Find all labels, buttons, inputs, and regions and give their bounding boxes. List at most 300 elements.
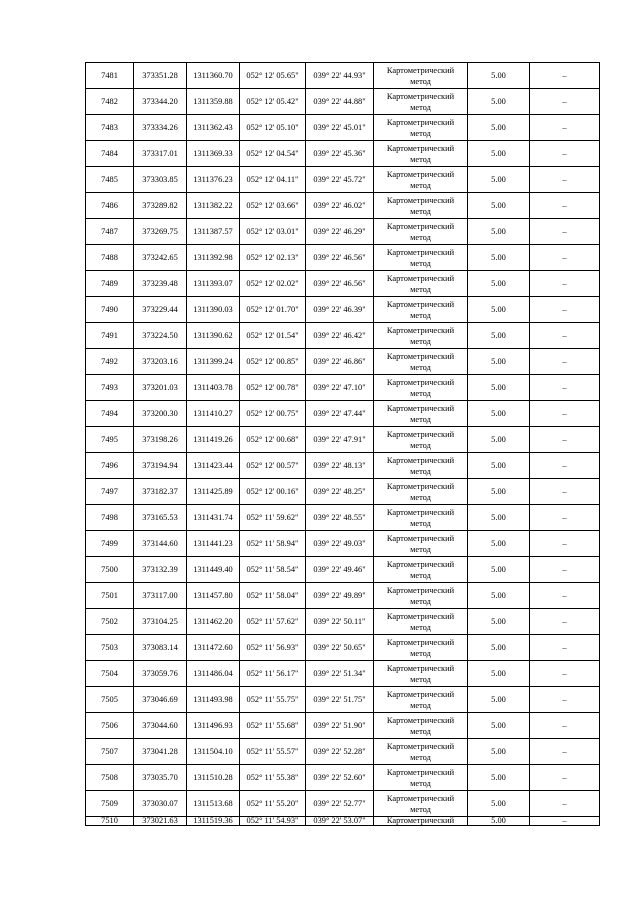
note-cell: – (530, 505, 600, 531)
x-coordinate-cell: 373144.60 (134, 531, 187, 557)
accuracy-cell: 5.00 (468, 245, 530, 271)
y-coordinate-cell: 1311359.88 (187, 89, 240, 115)
longitude-cell: 039° 22' 47.91" (306, 427, 374, 453)
x-coordinate-cell: 373182.37 (134, 479, 187, 505)
y-coordinate-cell: 1311449.40 (187, 557, 240, 583)
longitude-cell: 039° 22' 45.36" (306, 141, 374, 167)
point-number-cell: 7497 (86, 479, 134, 505)
y-coordinate-cell: 1311410.27 (187, 401, 240, 427)
accuracy-cell: 5.00 (468, 661, 530, 687)
accuracy-cell: 5.00 (468, 531, 530, 557)
method-cell (374, 271, 468, 297)
x-coordinate-cell: 373165.53 (134, 505, 187, 531)
latitude-cell: 052° 12' 01.54" (240, 323, 306, 349)
x-coordinate-cell: 373044.60 (134, 713, 187, 739)
method-cell (374, 167, 468, 193)
x-coordinate-cell: 373194.94 (134, 453, 187, 479)
point-number-cell: 7481 (86, 63, 134, 89)
longitude-cell: 039° 22' 48.25" (306, 479, 374, 505)
method-label-line2: метод (410, 752, 431, 762)
accuracy-cell: 5.00 (468, 401, 530, 427)
accuracy-cell: 5.00 (468, 219, 530, 245)
accuracy-cell: 5.00 (468, 609, 530, 635)
point-number-cell: 7492 (86, 349, 134, 375)
x-coordinate-cell: 373132.39 (134, 557, 187, 583)
latitude-cell: 052° 11' 56.17" (240, 661, 306, 687)
longitude-cell: 039° 22' 51.90" (306, 713, 374, 739)
y-coordinate-cell: 1311392.98 (187, 245, 240, 271)
method-cell (374, 765, 468, 791)
method-label-line2: метод (410, 102, 431, 112)
x-coordinate-cell: 373198.26 (134, 427, 187, 453)
table-row (86, 583, 600, 609)
method-label: Картометрический (386, 741, 455, 751)
method-label: Картометрический (386, 377, 455, 387)
latitude-cell: 052° 11' 58.04" (240, 583, 306, 609)
note-cell: – (530, 115, 600, 141)
method-label-line2: метод (410, 570, 431, 580)
point-number-cell: 7483 (86, 115, 134, 141)
method-cell (374, 245, 468, 271)
method-label: Картометрический (386, 637, 455, 647)
accuracy-cell: 5.00 (468, 557, 530, 583)
x-coordinate-cell: 373289.82 (134, 193, 187, 219)
method-cell (374, 609, 468, 635)
method-label: Картометрический (386, 611, 455, 621)
latitude-cell: 052° 12' 05.10" (240, 115, 306, 141)
longitude-cell: 039° 22' 49.46" (306, 557, 374, 583)
method-label: Картометрический (386, 481, 455, 491)
y-coordinate-cell: 1311472.60 (187, 635, 240, 661)
point-number-cell: 7500 (86, 557, 134, 583)
table-row (86, 687, 600, 713)
y-coordinate-cell: 1311423.44 (187, 453, 240, 479)
method-label: Картометрический (386, 221, 455, 231)
accuracy-cell: 5.00 (468, 349, 530, 375)
method-label: Картометрический (386, 403, 455, 413)
accuracy-cell: 5.00 (468, 63, 530, 89)
table-row (86, 115, 600, 141)
y-coordinate-cell: 1311393.07 (187, 271, 240, 297)
x-coordinate-cell: 373344.20 (134, 89, 187, 115)
x-coordinate-cell: 373224.50 (134, 323, 187, 349)
point-number-cell: 7495 (86, 427, 134, 453)
note-cell: – (530, 349, 600, 375)
method-label-line2: метод (410, 674, 431, 684)
longitude-cell: 039° 22' 52.60" (306, 765, 374, 791)
x-coordinate-cell: 373021.63 (134, 817, 187, 826)
longitude-cell: 039° 22' 47.10" (306, 375, 374, 401)
table-row (86, 635, 600, 661)
method-cell (374, 141, 468, 167)
y-coordinate-cell: 1311513.68 (187, 791, 240, 817)
table-row (86, 219, 600, 245)
note-cell: – (530, 141, 600, 167)
longitude-cell: 039° 22' 48.13" (306, 453, 374, 479)
point-number-cell: 7502 (86, 609, 134, 635)
note-cell: – (530, 713, 600, 739)
method-label-line2: метод (410, 648, 431, 658)
longitude-cell: 039° 22' 46.86" (306, 349, 374, 375)
method-cell (374, 323, 468, 349)
x-coordinate-cell: 373035.70 (134, 765, 187, 791)
method-label-line2: метод (410, 596, 431, 606)
point-number-cell: 7493 (86, 375, 134, 401)
latitude-cell: 052° 12' 00.16" (240, 479, 306, 505)
table-row (86, 167, 600, 193)
longitude-cell: 039° 22' 47.44" (306, 401, 374, 427)
table-row (86, 505, 600, 531)
y-coordinate-cell: 1311360.70 (187, 63, 240, 89)
accuracy-cell: 5.00 (468, 453, 530, 479)
latitude-cell: 052° 11' 55.75" (240, 687, 306, 713)
method-label-line2: метод (410, 544, 431, 554)
note-cell: – (530, 791, 600, 817)
longitude-cell: 039° 22' 46.56" (306, 271, 374, 297)
note-cell: – (530, 661, 600, 687)
note-cell: – (530, 427, 600, 453)
accuracy-cell: 5.00 (468, 505, 530, 531)
table-row (86, 557, 600, 583)
method-label-line2: метод (410, 362, 431, 372)
point-number-cell: 7503 (86, 635, 134, 661)
point-number-cell: 7508 (86, 765, 134, 791)
note-cell: – (530, 531, 600, 557)
method-cell (374, 89, 468, 115)
x-coordinate-cell: 373239.48 (134, 271, 187, 297)
table-row (86, 765, 600, 791)
method-label-line2: метод (410, 804, 431, 814)
method-label-line2: метод (410, 76, 431, 86)
note-cell: – (530, 557, 600, 583)
method-label: Картометрический (386, 663, 455, 673)
latitude-cell: 052° 11' 59.62" (240, 505, 306, 531)
longitude-cell: 039° 22' 52.77" (306, 791, 374, 817)
latitude-cell: 052° 11' 55.38" (240, 765, 306, 791)
x-coordinate-cell: 373203.16 (134, 349, 187, 375)
table-row (86, 661, 600, 687)
method-label: Картометрический (386, 533, 455, 543)
longitude-cell: 039° 22' 45.72" (306, 167, 374, 193)
note-cell: – (530, 453, 600, 479)
point-number-cell: 7506 (86, 713, 134, 739)
note-cell: – (530, 193, 600, 219)
point-number-cell: 7496 (86, 453, 134, 479)
longitude-cell: 039° 22' 46.39" (306, 297, 374, 323)
x-coordinate-cell: 373303.85 (134, 167, 187, 193)
note-cell: – (530, 583, 600, 609)
point-number-cell: 7498 (86, 505, 134, 531)
accuracy-cell: 5.00 (468, 375, 530, 401)
y-coordinate-cell: 1311496.93 (187, 713, 240, 739)
longitude-cell: 039° 22' 46.42" (306, 323, 374, 349)
method-label-line2: метод (410, 778, 431, 788)
method-cell (374, 453, 468, 479)
point-number-cell: 7484 (86, 141, 134, 167)
y-coordinate-cell: 1311425.89 (187, 479, 240, 505)
method-label: Картометрический (386, 715, 455, 725)
longitude-cell: 039° 22' 44.93" (306, 63, 374, 89)
method-label-line2: метод (410, 388, 431, 398)
method-label: Картометрический (386, 429, 455, 439)
method-label-line2: метод (410, 518, 431, 528)
method-label-line2: метод (410, 180, 431, 190)
method-label: Картометрический (386, 455, 455, 465)
table-row (86, 323, 600, 349)
table-row (86, 375, 600, 401)
method-cell (374, 817, 468, 826)
longitude-cell: 039° 22' 46.29" (306, 219, 374, 245)
accuracy-cell: 5.00 (468, 167, 530, 193)
method-label-line2: метод (410, 466, 431, 476)
note-cell: – (530, 401, 600, 427)
method-cell (374, 115, 468, 141)
x-coordinate-cell: 373229.44 (134, 297, 187, 323)
accuracy-cell: 5.00 (468, 193, 530, 219)
method-label-line2: метод (410, 206, 431, 216)
note-cell: – (530, 271, 600, 297)
point-number-cell: 7501 (86, 583, 134, 609)
latitude-cell: 052° 12' 05.65" (240, 63, 306, 89)
latitude-cell: 052° 11' 55.57" (240, 739, 306, 765)
y-coordinate-cell: 1311504.10 (187, 739, 240, 765)
note-cell: – (530, 323, 600, 349)
point-number-cell: 7488 (86, 245, 134, 271)
x-coordinate-cell: 373317.01 (134, 141, 187, 167)
x-coordinate-cell: 373200.30 (134, 401, 187, 427)
method-label: Картометрический (386, 143, 455, 153)
note-cell: – (530, 245, 600, 271)
latitude-cell: 052° 12' 05.42" (240, 89, 306, 115)
table-row (86, 713, 600, 739)
x-coordinate-cell: 373083.14 (134, 635, 187, 661)
table-row (86, 141, 600, 167)
accuracy-cell: 5.00 (468, 115, 530, 141)
table-row (86, 349, 600, 375)
method-cell (374, 297, 468, 323)
table-row (86, 89, 600, 115)
note-cell: – (530, 687, 600, 713)
x-coordinate-cell: 373059.76 (134, 661, 187, 687)
accuracy-cell: 5.00 (468, 89, 530, 115)
accuracy-cell: 5.00 (468, 817, 530, 826)
latitude-cell: 052° 11' 57.62" (240, 609, 306, 635)
x-coordinate-cell: 373046.69 (134, 687, 187, 713)
latitude-cell: 052° 12' 00.78" (240, 375, 306, 401)
x-coordinate-cell: 373030.07 (134, 791, 187, 817)
latitude-cell: 052° 12' 01.70" (240, 297, 306, 323)
method-cell (374, 219, 468, 245)
longitude-cell: 039° 22' 53.07" (306, 817, 374, 826)
latitude-cell: 052° 11' 56.93" (240, 635, 306, 661)
method-label-line2: метод (410, 154, 431, 164)
x-coordinate-cell: 373104.25 (134, 609, 187, 635)
y-coordinate-cell: 1311419.26 (187, 427, 240, 453)
accuracy-cell: 5.00 (468, 635, 530, 661)
method-label-line2: метод (410, 440, 431, 450)
latitude-cell: 052° 12' 03.01" (240, 219, 306, 245)
note-cell: – (530, 375, 600, 401)
latitude-cell: 052° 12' 00.57" (240, 453, 306, 479)
y-coordinate-cell: 1311457.80 (187, 583, 240, 609)
accuracy-cell: 5.00 (468, 323, 530, 349)
point-number-cell: 7510 (86, 817, 134, 826)
method-cell (374, 739, 468, 765)
y-coordinate-cell: 1311362.43 (187, 115, 240, 141)
table-row (86, 271, 600, 297)
table-row (86, 609, 600, 635)
note-cell: – (530, 479, 600, 505)
latitude-cell: 052° 12' 00.85" (240, 349, 306, 375)
y-coordinate-cell: 1311390.03 (187, 297, 240, 323)
latitude-cell: 052° 11' 55.20" (240, 791, 306, 817)
y-coordinate-cell: 1311493.98 (187, 687, 240, 713)
note-cell: – (530, 739, 600, 765)
latitude-cell: 052° 12' 03.66" (240, 193, 306, 219)
point-number-cell: 7507 (86, 739, 134, 765)
method-label: Картометрический (386, 247, 455, 257)
table-row (86, 401, 600, 427)
note-cell: – (530, 89, 600, 115)
note-cell: – (530, 817, 600, 826)
latitude-cell: 052° 12' 00.75" (240, 401, 306, 427)
longitude-cell: 039° 22' 51.75" (306, 687, 374, 713)
method-label: Картометрический (386, 793, 455, 803)
note-cell: – (530, 297, 600, 323)
table-row (86, 245, 600, 271)
accuracy-cell: 5.00 (468, 479, 530, 505)
method-cell (374, 63, 468, 89)
table-row (86, 531, 600, 557)
table-row (86, 791, 600, 817)
x-coordinate-cell: 373242.65 (134, 245, 187, 271)
method-label: Картометрический (386, 169, 455, 179)
method-cell (374, 687, 468, 713)
coordinates-table (85, 62, 600, 826)
table-row (86, 453, 600, 479)
point-number-cell: 7499 (86, 531, 134, 557)
latitude-cell: 052° 11' 58.94" (240, 531, 306, 557)
latitude-cell: 052° 12' 04.11" (240, 167, 306, 193)
longitude-cell: 039° 22' 46.02" (306, 193, 374, 219)
method-cell (374, 427, 468, 453)
method-label-line2: метод (410, 232, 431, 242)
latitude-cell: 052° 11' 58.54" (240, 557, 306, 583)
table-row (86, 427, 600, 453)
longitude-cell: 039° 22' 50.65" (306, 635, 374, 661)
method-cell (374, 375, 468, 401)
method-label: Картометрический (386, 325, 455, 335)
point-number-cell: 7485 (86, 167, 134, 193)
y-coordinate-cell: 1311403.78 (187, 375, 240, 401)
method-cell (374, 349, 468, 375)
method-cell (374, 505, 468, 531)
longitude-cell: 039° 22' 49.03" (306, 531, 374, 557)
method-cell (374, 531, 468, 557)
point-number-cell: 7505 (86, 687, 134, 713)
method-label-line2: метод (410, 492, 431, 502)
method-cell (374, 401, 468, 427)
method-cell (374, 661, 468, 687)
method-label: Картометрический (386, 351, 455, 361)
x-coordinate-cell: 373117.00 (134, 583, 187, 609)
point-number-cell: 7489 (86, 271, 134, 297)
y-coordinate-cell: 1311431.74 (187, 505, 240, 531)
longitude-cell: 039° 22' 49.89" (306, 583, 374, 609)
accuracy-cell: 5.00 (468, 271, 530, 297)
x-coordinate-cell: 373269.75 (134, 219, 187, 245)
y-coordinate-cell: 1311519.36 (187, 817, 240, 826)
accuracy-cell: 5.00 (468, 427, 530, 453)
y-coordinate-cell: 1311382.22 (187, 193, 240, 219)
latitude-cell: 052° 11' 55.68" (240, 713, 306, 739)
accuracy-cell: 5.00 (468, 765, 530, 791)
latitude-cell: 052° 12' 00.68" (240, 427, 306, 453)
x-coordinate-cell: 373334.26 (134, 115, 187, 141)
longitude-cell: 039° 22' 51.34" (306, 661, 374, 687)
y-coordinate-cell: 1311399.24 (187, 349, 240, 375)
method-label: Картометрический (386, 117, 455, 127)
method-label: Картометрический (386, 195, 455, 205)
accuracy-cell: 5.00 (468, 713, 530, 739)
method-label-line2: метод (410, 258, 431, 268)
point-number-cell: 7490 (86, 297, 134, 323)
note-cell: – (530, 635, 600, 661)
table-row (86, 817, 600, 826)
point-number-cell: 7482 (86, 89, 134, 115)
latitude-cell: 052° 12' 02.13" (240, 245, 306, 271)
method-label: Картометрический (386, 767, 455, 777)
y-coordinate-cell: 1311376.23 (187, 167, 240, 193)
accuracy-cell: 5.00 (468, 791, 530, 817)
method-cell (374, 713, 468, 739)
method-label-line2: метод (410, 726, 431, 736)
note-cell: – (530, 765, 600, 791)
point-number-cell: 7509 (86, 791, 134, 817)
coordinates-table-body (86, 63, 600, 826)
longitude-cell: 039° 22' 48.55" (306, 505, 374, 531)
table-row (86, 193, 600, 219)
accuracy-cell: 5.00 (468, 297, 530, 323)
method-label: Картометрический (386, 689, 455, 699)
accuracy-cell: 5.00 (468, 583, 530, 609)
method-cell (374, 193, 468, 219)
method-cell (374, 557, 468, 583)
method-label: Картометрический (386, 299, 455, 309)
y-coordinate-cell: 1311390.62 (187, 323, 240, 349)
method-label: Картометрический (386, 585, 455, 595)
x-coordinate-cell: 373351.28 (134, 63, 187, 89)
method-label: Картометрический (386, 816, 455, 825)
x-coordinate-cell: 373041.28 (134, 739, 187, 765)
method-label: Картометрический (386, 559, 455, 569)
accuracy-cell: 5.00 (468, 739, 530, 765)
longitude-cell: 039° 22' 44.88" (306, 89, 374, 115)
note-cell: – (530, 219, 600, 245)
point-number-cell: 7494 (86, 401, 134, 427)
longitude-cell: 039° 22' 46.56" (306, 245, 374, 271)
table-row (86, 739, 600, 765)
y-coordinate-cell: 1311510.28 (187, 765, 240, 791)
table-row (86, 479, 600, 505)
note-cell: – (530, 609, 600, 635)
accuracy-cell: 5.00 (468, 141, 530, 167)
method-label-line2: метод (410, 622, 431, 632)
note-cell: – (530, 167, 600, 193)
method-label-line2: метод (410, 310, 431, 320)
point-number-cell: 7487 (86, 219, 134, 245)
method-label-line2: метод (410, 336, 431, 346)
